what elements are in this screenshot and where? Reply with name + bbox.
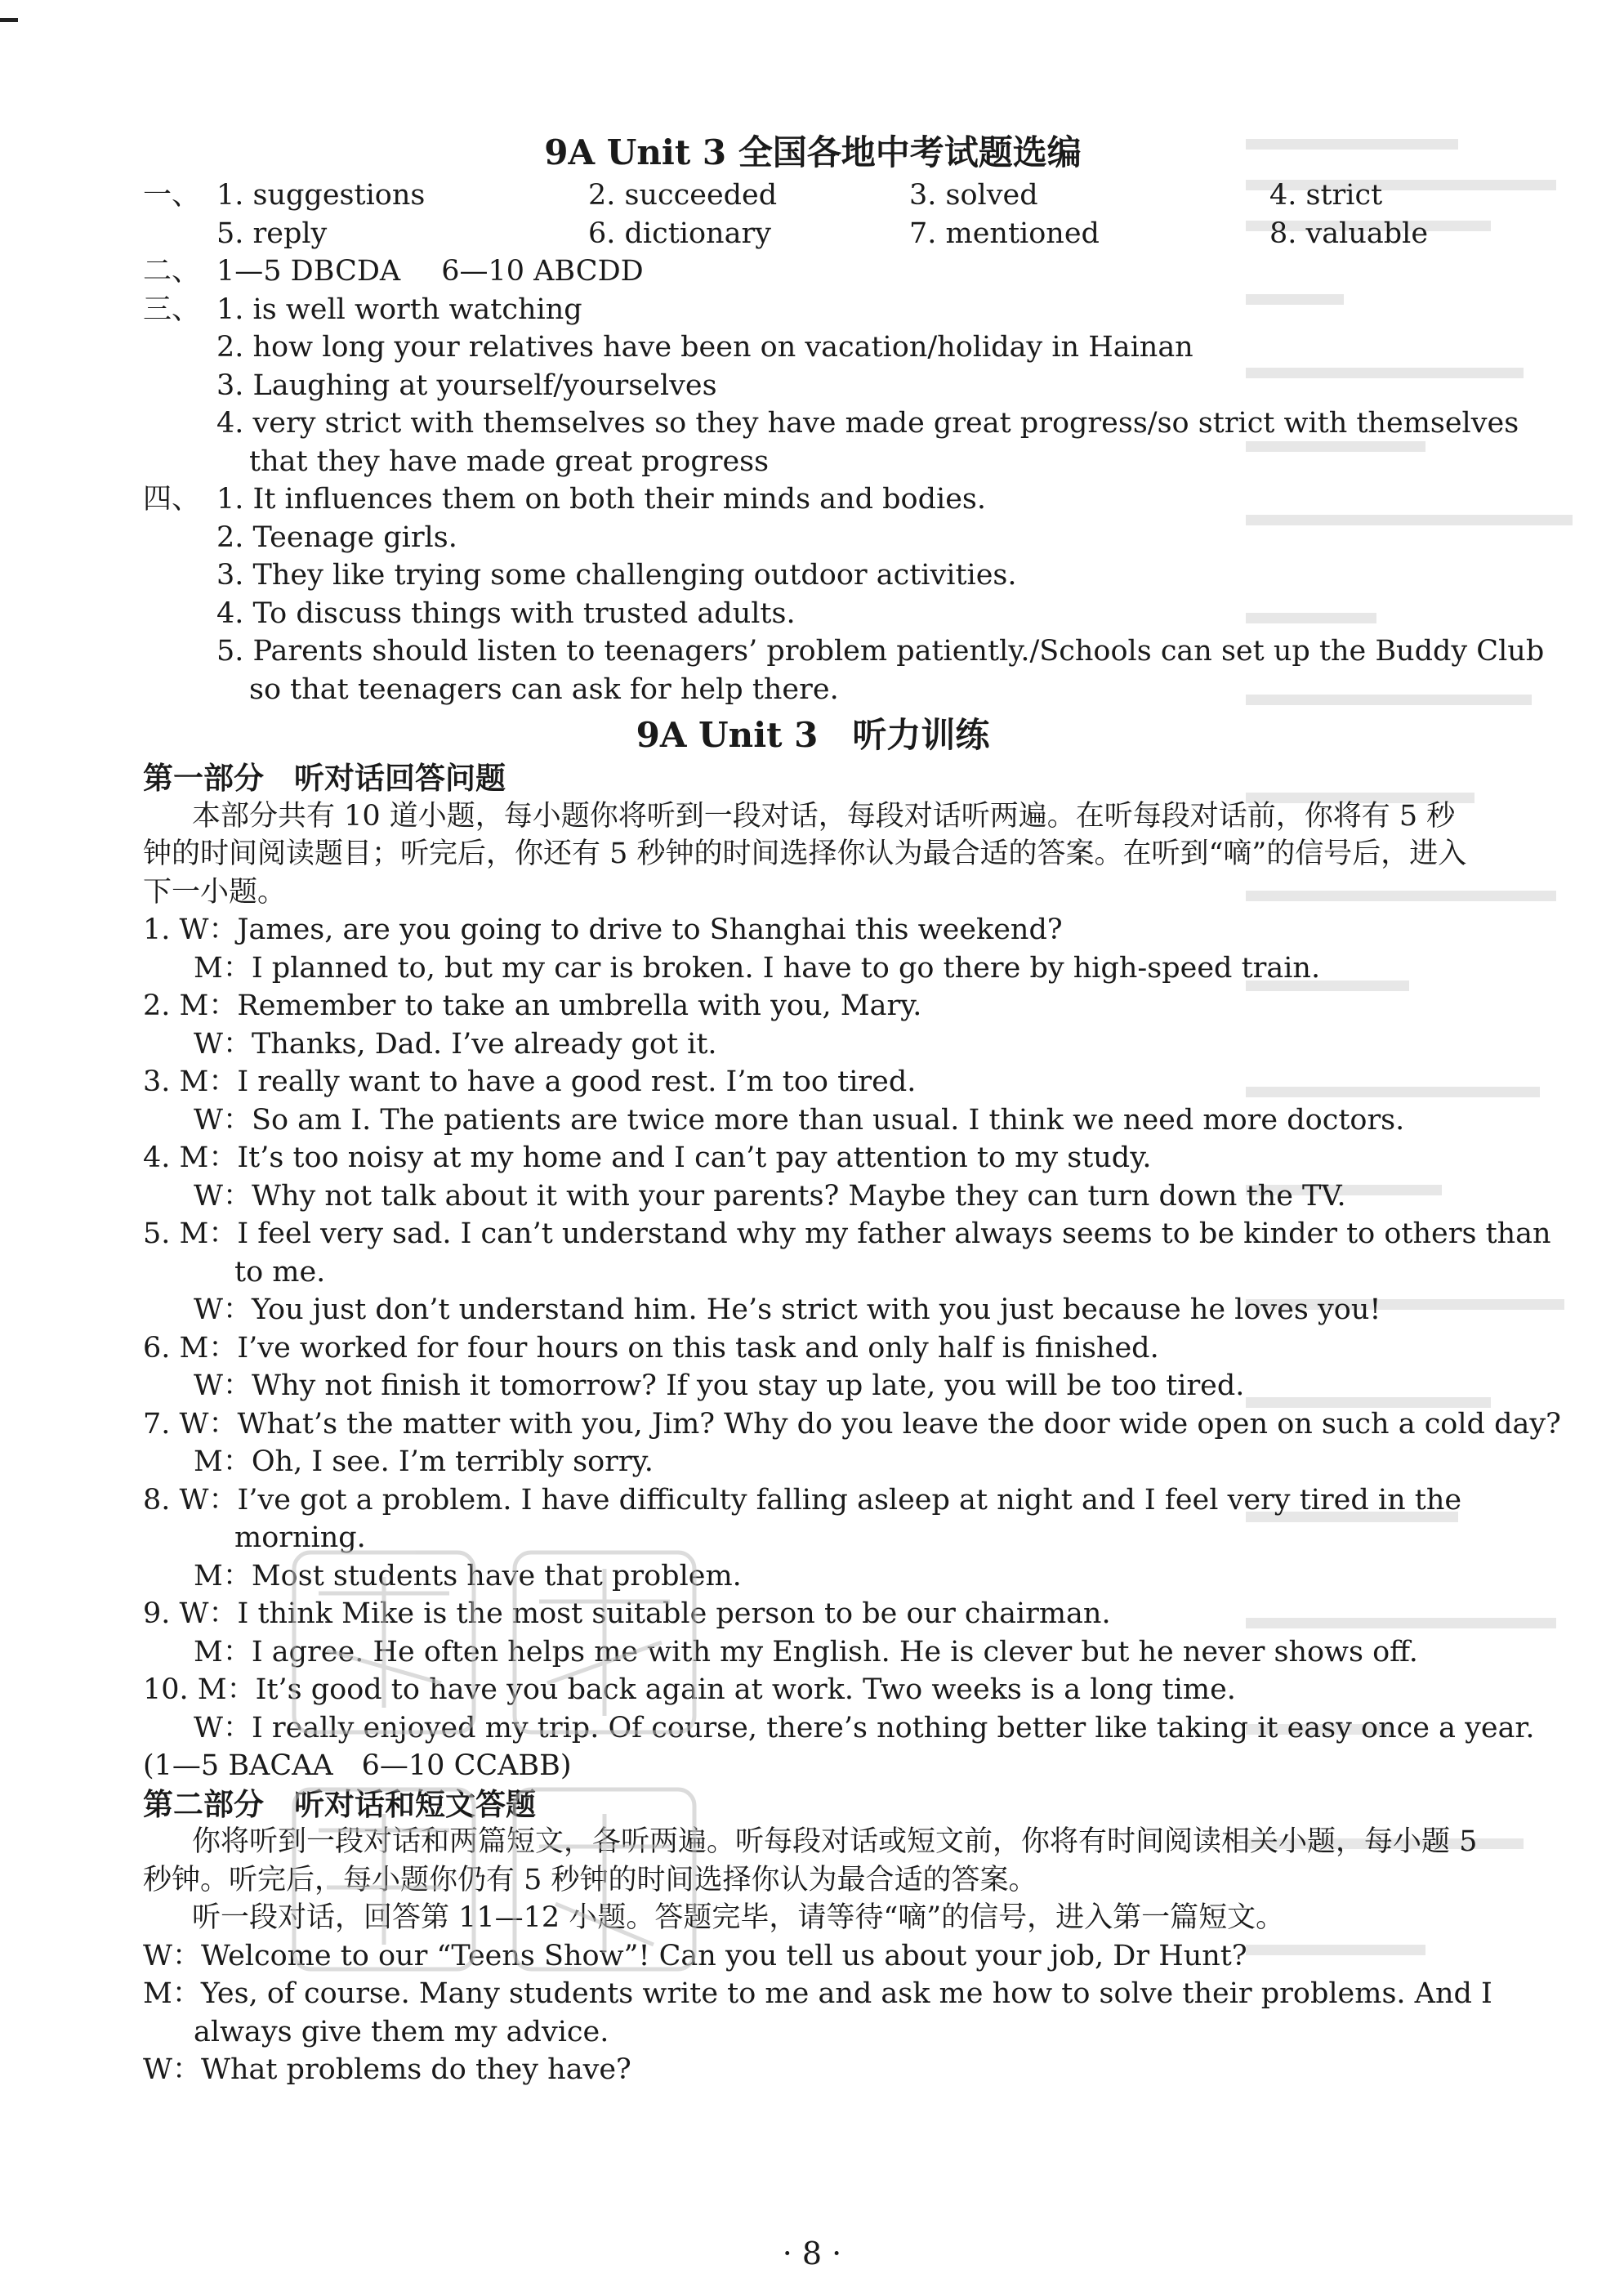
section-3-line-4-cont: that they have made great progress xyxy=(249,444,770,478)
section-title-exam-selection: 9A Unit 3 全国各地中考试题选编 xyxy=(544,132,1082,172)
dialogue-10-line-1: 10. M：It’s good to have you back again at work. Two weeks is a long time. xyxy=(143,1673,1236,1706)
answer-4: 4. strict xyxy=(1269,179,1383,212)
dialogue-2-line-2: W：Thanks, Dad. I’ve already got it. xyxy=(194,1027,717,1061)
section-4-label: 四、 xyxy=(143,483,201,516)
dialogue-9-line-2: M：I agree. He often helps me with my English. He is clever but he never shows off. xyxy=(194,1635,1418,1668)
dialogue-9-line-1: 9. W：I think Mike is the most suitable person to be our chairman. xyxy=(143,1597,1111,1630)
dialogue-4-line-1: 4. M：It’s too noisy at my home and I can’t pay attention to my study. xyxy=(143,1141,1152,1174)
section-3-line-2: 2. how long your relatives have been on vacation/holiday in Hainan xyxy=(216,331,1193,364)
answer-5: 5. reply xyxy=(216,217,328,250)
section-title-listening: 9A Unit 3 听力训练 xyxy=(636,715,990,755)
answer-text: 1. is well worth watching xyxy=(216,293,582,326)
answer-6: 6. dictionary xyxy=(588,217,771,250)
section-4-line-3: 3. They like trying some challenging outdoor activities. xyxy=(216,559,1017,592)
dialogue-part-2-line-1: W：Welcome to our “Teens Show”! Can you tell us about your job, Dr Hunt? xyxy=(143,1939,1247,1972)
part-2-instructions-2: 听一段对话，回答第 11—12 小题。答题完毕，请等待“嘀”的信号，进入第一篇短文。 xyxy=(192,1901,1285,1934)
dialogue-10-line-2: W：I really enjoyed my trip. Of course, there’s nothing better like taking it easy once a year. xyxy=(194,1711,1535,1744)
dialogue-8-line-1-cont: morning. xyxy=(234,1521,366,1554)
part-2-heading: 第二部分 听对话和短文答题 xyxy=(143,1785,536,1822)
section-3-line-3: 3. Laughing at yourself/yourselves xyxy=(216,369,717,402)
dialogue-5-line-1: 5. M：I feel very sad. I can’t understand why my father always seems to be kinder to others than xyxy=(143,1217,1551,1250)
dialogue-3-line-1: 3. M：I really want to have a good rest. I’m too tired. xyxy=(143,1065,917,1098)
answer-7: 7. mentioned xyxy=(909,217,1100,250)
section-1-row-1 xyxy=(143,176,1483,215)
dialogue-1-line-2: M：I planned to, but my car is broken. I have to go there by high-speed train. xyxy=(194,951,1321,985)
dialogue-part-2-line-3: W：What problems do they have? xyxy=(143,2053,631,2086)
section-4-line-2: 2. Teenage girls. xyxy=(216,520,457,554)
answer-2: 2. succeeded xyxy=(588,179,778,212)
section-1-label: 一、 xyxy=(143,179,201,212)
section-3-label: 三、 xyxy=(143,293,201,326)
dialogue-4-line-2: W：Why not talk about it with your parents? Maybe they can turn down the TV. xyxy=(194,1179,1346,1213)
part-1-instructions: 本部分共有 10 道小题，每小题你将听到一段对话，每段对话听两遍。在听每段对话前，你将有 5 秒钟的时间阅读题目；听完后，你还有 5 秒钟的时间选择你认为最合适的答案。在听到“嘀”的信号后，进入下一小题。 xyxy=(143,799,1467,909)
answer-8: 8. valuable xyxy=(1269,217,1429,250)
dialogue-1-line-1: 1. W：James, are you going to drive to Shanghai this weekend? xyxy=(143,913,1063,946)
dialogue-8-line-1: 8. W：I’ve got a problem. I have difficulty falling asleep at night and I feel very tired in the xyxy=(143,1483,1462,1517)
section-4-line-4: 4. To discuss things with trusted adults. xyxy=(216,596,796,630)
section-1-row-2 xyxy=(143,215,1483,253)
section-3-line-4: 4. very strict with themselves so they have made great progress/so strict with themselves xyxy=(216,407,1519,440)
answer-text: 1. It influences them on both their minds and bodies. xyxy=(216,483,986,516)
section-2-label: 二、 xyxy=(143,255,201,288)
part-1-answer-key: (1—5 BACAA 6—10 CCABB) xyxy=(143,1749,572,1782)
corner-mark xyxy=(0,18,18,22)
answers-1-5: 1—5 DBCDA xyxy=(216,255,401,288)
section-2-line xyxy=(143,252,1483,291)
dialogue-6-line-1: 6. M：I’ve worked for four hours on this task and only half is finished. xyxy=(143,1331,1159,1365)
dialogue-6-line-2: W：Why not finish it tomorrow? If you stay up late, you will be too tired. xyxy=(194,1369,1245,1402)
dialogue-2-line-1: 2. M：Remember to take an umbrella with you, Mary. xyxy=(143,989,922,1022)
dialogue-part-2-line-2-cont: always give them my advice. xyxy=(194,2015,609,2048)
dialogue-7-line-1: 7. W：What’s the matter with you, Jim? Why do you leave the door wide open on such a cold day? xyxy=(143,1407,1561,1441)
dialogue-7-line-2: M：Oh, I see. I’m terribly sorry. xyxy=(194,1445,654,1478)
section-4-line-1 xyxy=(143,480,1483,519)
dialogue-3-line-2: W：So am I. The patients are twice more than usual. I think we need more doctors. xyxy=(194,1103,1405,1137)
dialogue-5-line-2: W：You just don’t understand him. He’s strict with you just because he loves you! xyxy=(194,1293,1381,1326)
section-4-line-5: 5. Parents should listen to teenagers’ problem patiently./Schools can set up the Buddy Club xyxy=(216,635,1545,668)
page-number: · 8 · xyxy=(782,2236,842,2271)
answers-6-10: 6—10 ABCDD xyxy=(441,255,644,288)
dialogue-part-2-line-2: M：Yes, of course. Many students write to me and ask me how to solve their problems. And I xyxy=(143,1977,1492,2010)
section-3-line-1 xyxy=(143,291,1483,329)
part-2-instructions: 你将听到一段对话和两篇短文，各听两遍。听每段对话或短文前，你将有时间阅读相关小题，每小题 5 秒钟。听完后，每小题你仍有 5 秒钟的时间选择你认为最合适的答案。 xyxy=(143,1825,1478,1896)
page-content xyxy=(143,129,1561,2089)
dialogue-8-line-2: M：Most students have that problem. xyxy=(194,1559,742,1592)
dialogue-5-line-1-cont: to me. xyxy=(234,1255,326,1289)
section-4-line-5-cont: so that teenagers can ask for help there. xyxy=(249,672,839,706)
answer-1: 1. suggestions xyxy=(216,179,426,212)
part-1-heading: 第一部分 听对话回答问题 xyxy=(143,760,506,796)
answer-3: 3. solved xyxy=(909,179,1038,212)
